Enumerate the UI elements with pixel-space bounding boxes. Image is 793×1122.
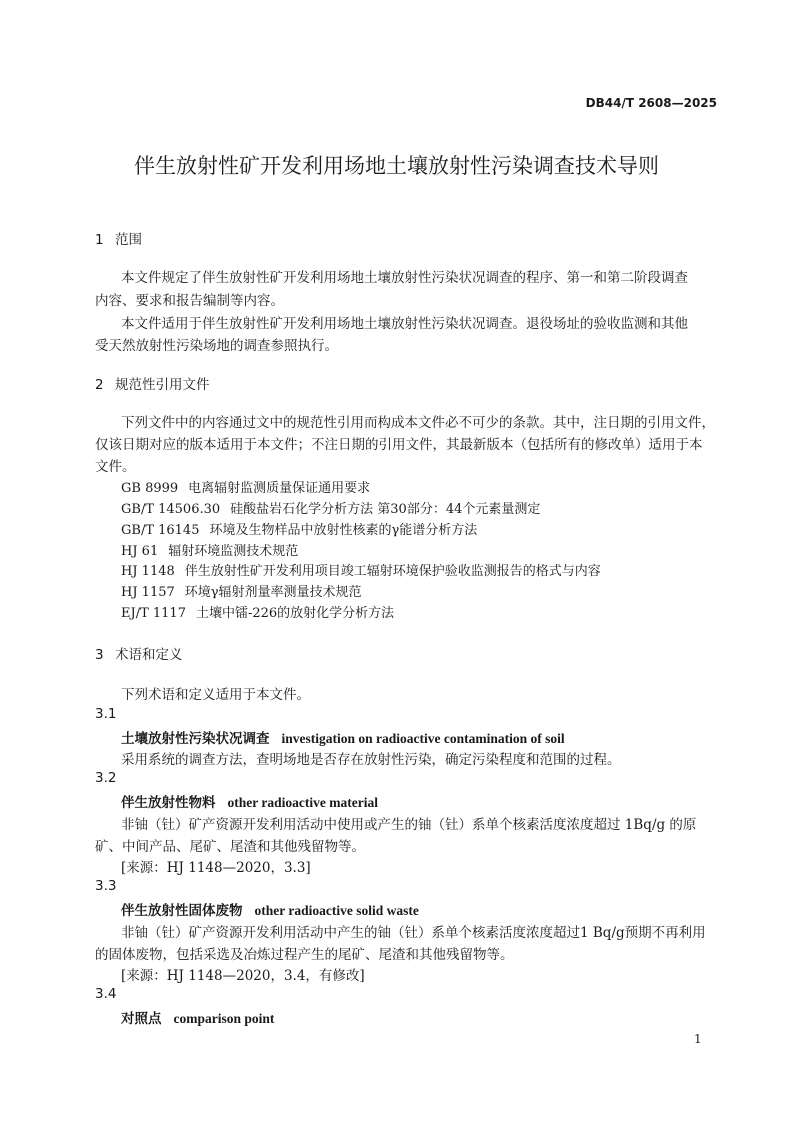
section-number: 3 [95,647,104,663]
section-title: 规范性引用文件 [115,377,210,393]
reference-item: EJ/T 1117 土壤中镭-226的放射化学分析方法 [121,606,395,621]
section-number: 2 [95,377,104,393]
term-en: comparison point [173,1011,275,1026]
term-en: other radioactive solid waste [254,903,419,918]
scope-paragraph-1-line-1: 本文件规定了伴生放射性矿开发利用场地土壤放射性污染状况调查的程序、第一和第二阶段调查 [121,270,688,286]
term-source: [来源：HJ 1148—2020，3.3] [121,860,311,876]
normref-paragraph-line-3: 文件。 [95,459,136,475]
term-en: investigation on radioactive contamination of soil [281,731,565,746]
term-heading [121,791,378,811]
term-number: 3.2 [95,770,117,786]
scope-paragraph-1-line-2: 内容、要求和报告编制等内容。 [95,293,284,309]
term-definition: 采用系统的调查方法，查明场地是否存在放射性污染，确定污染程度和范围的过程。 [121,752,621,768]
term-definition-line-2: 的固体废物，包括采选及冶炼过程产生的尾矿、尾渣和其他残留物等。 [95,947,514,963]
term-heading [121,899,419,919]
term-heading [121,1007,274,1027]
term-definition-line-1: 非铀（钍）矿产资源开发利用活动中产生的铀（钍）系单个核素活度浓度超过1 Bq/g预期不再利用 [121,925,706,941]
standard-code: DB44/T 2608—2025 [585,96,717,110]
reference-item: HJ 1148 伴生放射性矿开发利用项目竣工辐射环境保护验收监测报告的格式与内容 [121,564,601,579]
document-title: 伴生放射性矿开发利用场地土壤放射性污染调查技术导则 [134,154,659,178]
term-zh: 伴生放射性固体废物 [121,903,243,919]
term-en: other radioactive material [227,795,378,810]
section-2-heading [95,373,210,393]
term-zh: 对照点 [121,1011,162,1027]
term-zh: 伴生放射性物料 [121,795,216,811]
normref-paragraph-line-1: 下列文件中的内容通过文中的规范性引用而构成本文件必不可少的条款。其中，注日期的引用文件， [121,415,715,431]
section-3-heading [95,643,183,663]
normref-paragraph-line-2: 仅该日期对应的版本适用于本文件；不注日期的引用文件，其最新版本（包括所有的修改单）适用于本 [95,437,703,453]
section-1-heading [95,228,142,248]
term-source: [来源：HJ 1148—2020，3.4，有修改] [121,968,365,984]
scope-paragraph-2-line-1: 本文件适用于伴生放射性矿开发利用场地土壤放射性污染状况调查。退役场址的验收监测和其他 [121,316,688,332]
term-zh: 土壤放射性污染状况调查 [121,731,270,747]
scope-paragraph-2-line-2: 受天然放射性污染场地的调查参照执行。 [95,338,338,354]
reference-item: GB/T 16145 环境及生物样品中放射性核素的γ能谱分析方法 [121,523,478,538]
term-heading [121,727,565,747]
section-title: 术语和定义 [115,647,183,663]
term-number: 3.1 [95,706,117,722]
reference-item: GB/T 14506.30 硅酸盐岩石化学分析方法 第30部分：44个元素量测定 [121,502,541,517]
term-number: 3.3 [95,878,117,894]
reference-item: HJ 61 辐射环境监测技术规范 [121,544,299,559]
reference-item: GB 8999 电离辐射监测质量保证通用要求 [121,481,371,496]
section-number: 1 [95,232,104,248]
term-number: 3.4 [95,986,117,1002]
reference-item: HJ 1157 环境γ辐射剂量率测量技术规范 [121,585,362,600]
term-definition-line-1: 非铀（钍）矿产资源开发利用活动中使用或产生的铀（钍）系单个核素活度浓度超过 1Bq/g 的原 [121,817,697,833]
term-definition-line-2: 矿、中间产品、尾矿、尾渣和其他残留物等。 [95,839,365,855]
section-title: 范围 [115,232,142,248]
page-number: 1 [694,1032,702,1046]
terms-intro: 下列术语和定义适用于本文件。 [121,687,310,703]
